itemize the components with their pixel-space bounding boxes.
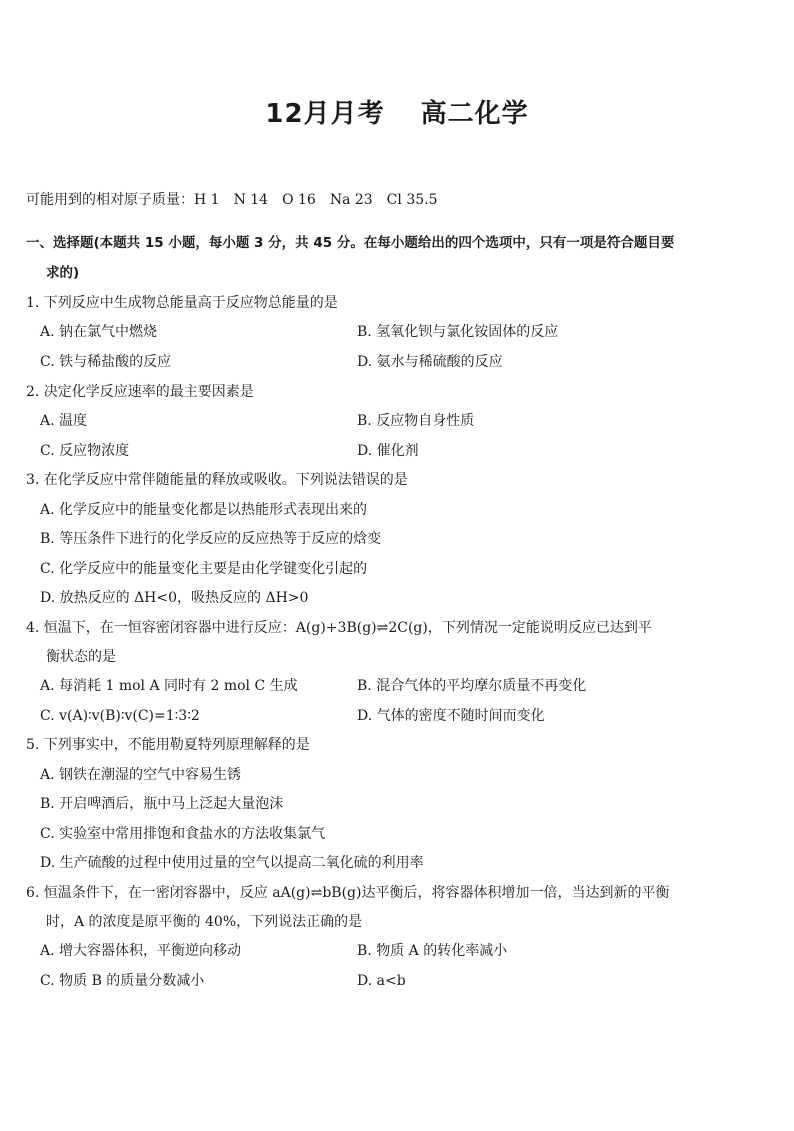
question-5-option-b: B. 开启啤酒后，瓶中马上泛起大量泡沫 — [40, 796, 284, 812]
question-4-stem-cont: 衡状态的是 — [46, 649, 116, 665]
question-5-option-c: C. 实验室中常用排饱和食盐水的方法收集氯气 — [40, 826, 326, 842]
question-1-option-b: B. 氢氧化钡与氯化铵固体的反应 — [357, 324, 559, 340]
question-4-option-b: B. 混合气体的平均摩尔质量不再变化 — [357, 678, 587, 694]
question-6-option-b: B. 物质 A 的转化率减小 — [357, 943, 508, 959]
question-3-option-b: B. 等压条件下进行的化学反应的反应热等于反应的焓变 — [40, 531, 382, 547]
question-5-option-a: A. 钢铁在潮湿的空气中容易生锈 — [40, 767, 242, 783]
question-2-stem: 2. 决定化学反应速率的最主要因素是 — [26, 384, 254, 400]
question-6-option-d: D. a<b — [357, 973, 406, 989]
section-heading-line2: 求的) — [46, 265, 80, 281]
question-6-option-a: A. 增大容器体积，平衡逆向移动 — [40, 943, 242, 959]
question-2-option-b: B. 反应物自身性质 — [357, 413, 475, 429]
question-3-option-d: D. 放热反应的 ΔH<0，吸热反应的 ΔH>0 — [40, 590, 309, 606]
question-4-option-c: C. v(A)∶v(B)∶v(C)=1∶3∶2 — [40, 708, 200, 724]
atomic-masses: 可能用到的相对原子质量：H 1 N 14 O 16 Na 23 Cl 35.5 — [26, 192, 438, 208]
page-title — [0, 93, 794, 130]
question-2-option-a: A. 温度 — [40, 413, 88, 429]
title-subject: 高二化学 — [420, 99, 529, 129]
question-6-option-c: C. 物质 B 的质量分数减小 — [40, 973, 205, 989]
section-heading-line1: 一、选择题(本题共 15 小题，每小题 3 分，共 45 分。在每小题给出的四个选项中，只有一项是符合题目要 — [26, 235, 675, 251]
title-exam-name: 12月月考 — [265, 99, 385, 129]
question-2-option-c: C. 反应物浓度 — [40, 443, 130, 459]
question-5-stem: 5. 下列事实中，不能用勒夏特列原理解释的是 — [26, 737, 310, 753]
question-5-option-d: D. 生产硫酸的过程中使用过量的空气以提高二氧化硫的利用率 — [40, 855, 424, 871]
question-4-option-d: D. 气体的密度不随时间而变化 — [357, 708, 545, 724]
question-2-option-d: D. 催化剂 — [357, 443, 419, 459]
question-1-stem: 1. 下列反应中生成物总能量高于反应物总能量的是 — [26, 295, 338, 311]
question-3-option-a: A. 化学反应中的能量变化都是以热能形式表现出来的 — [40, 502, 368, 518]
question-6-stem: 6. 恒温条件下，在一密闭容器中，反应 aA(g)⇌bB(g)达平衡后，将容器体积增加一倍，当达到新的平衡 — [26, 885, 670, 901]
question-3-stem: 3. 在化学反应中常伴随能量的释放或吸收。下列说法错误的是 — [26, 472, 408, 488]
question-4-option-a: A. 每消耗 1 mol A 同时有 2 mol C 生成 — [40, 678, 298, 694]
question-3-option-c: C. 化学反应中的能量变化主要是由化学键变化引起的 — [40, 561, 368, 577]
question-6-stem-cont: 时，A 的浓度是原平衡的 40%，下列说法正确的是 — [46, 914, 363, 930]
question-4-stem: 4. 恒温下，在一恒容密闭容器中进行反应：A(g)+3B(g)⇌2C(g)，下列情况一定能说明反应已达到平 — [26, 620, 652, 636]
question-1-option-c: C. 铁与稀盐酸的反应 — [40, 354, 172, 370]
question-1-option-a: A. 钠在氯气中燃烧 — [40, 324, 158, 340]
question-1-option-d: D. 氨水与稀硫酸的反应 — [357, 354, 503, 370]
